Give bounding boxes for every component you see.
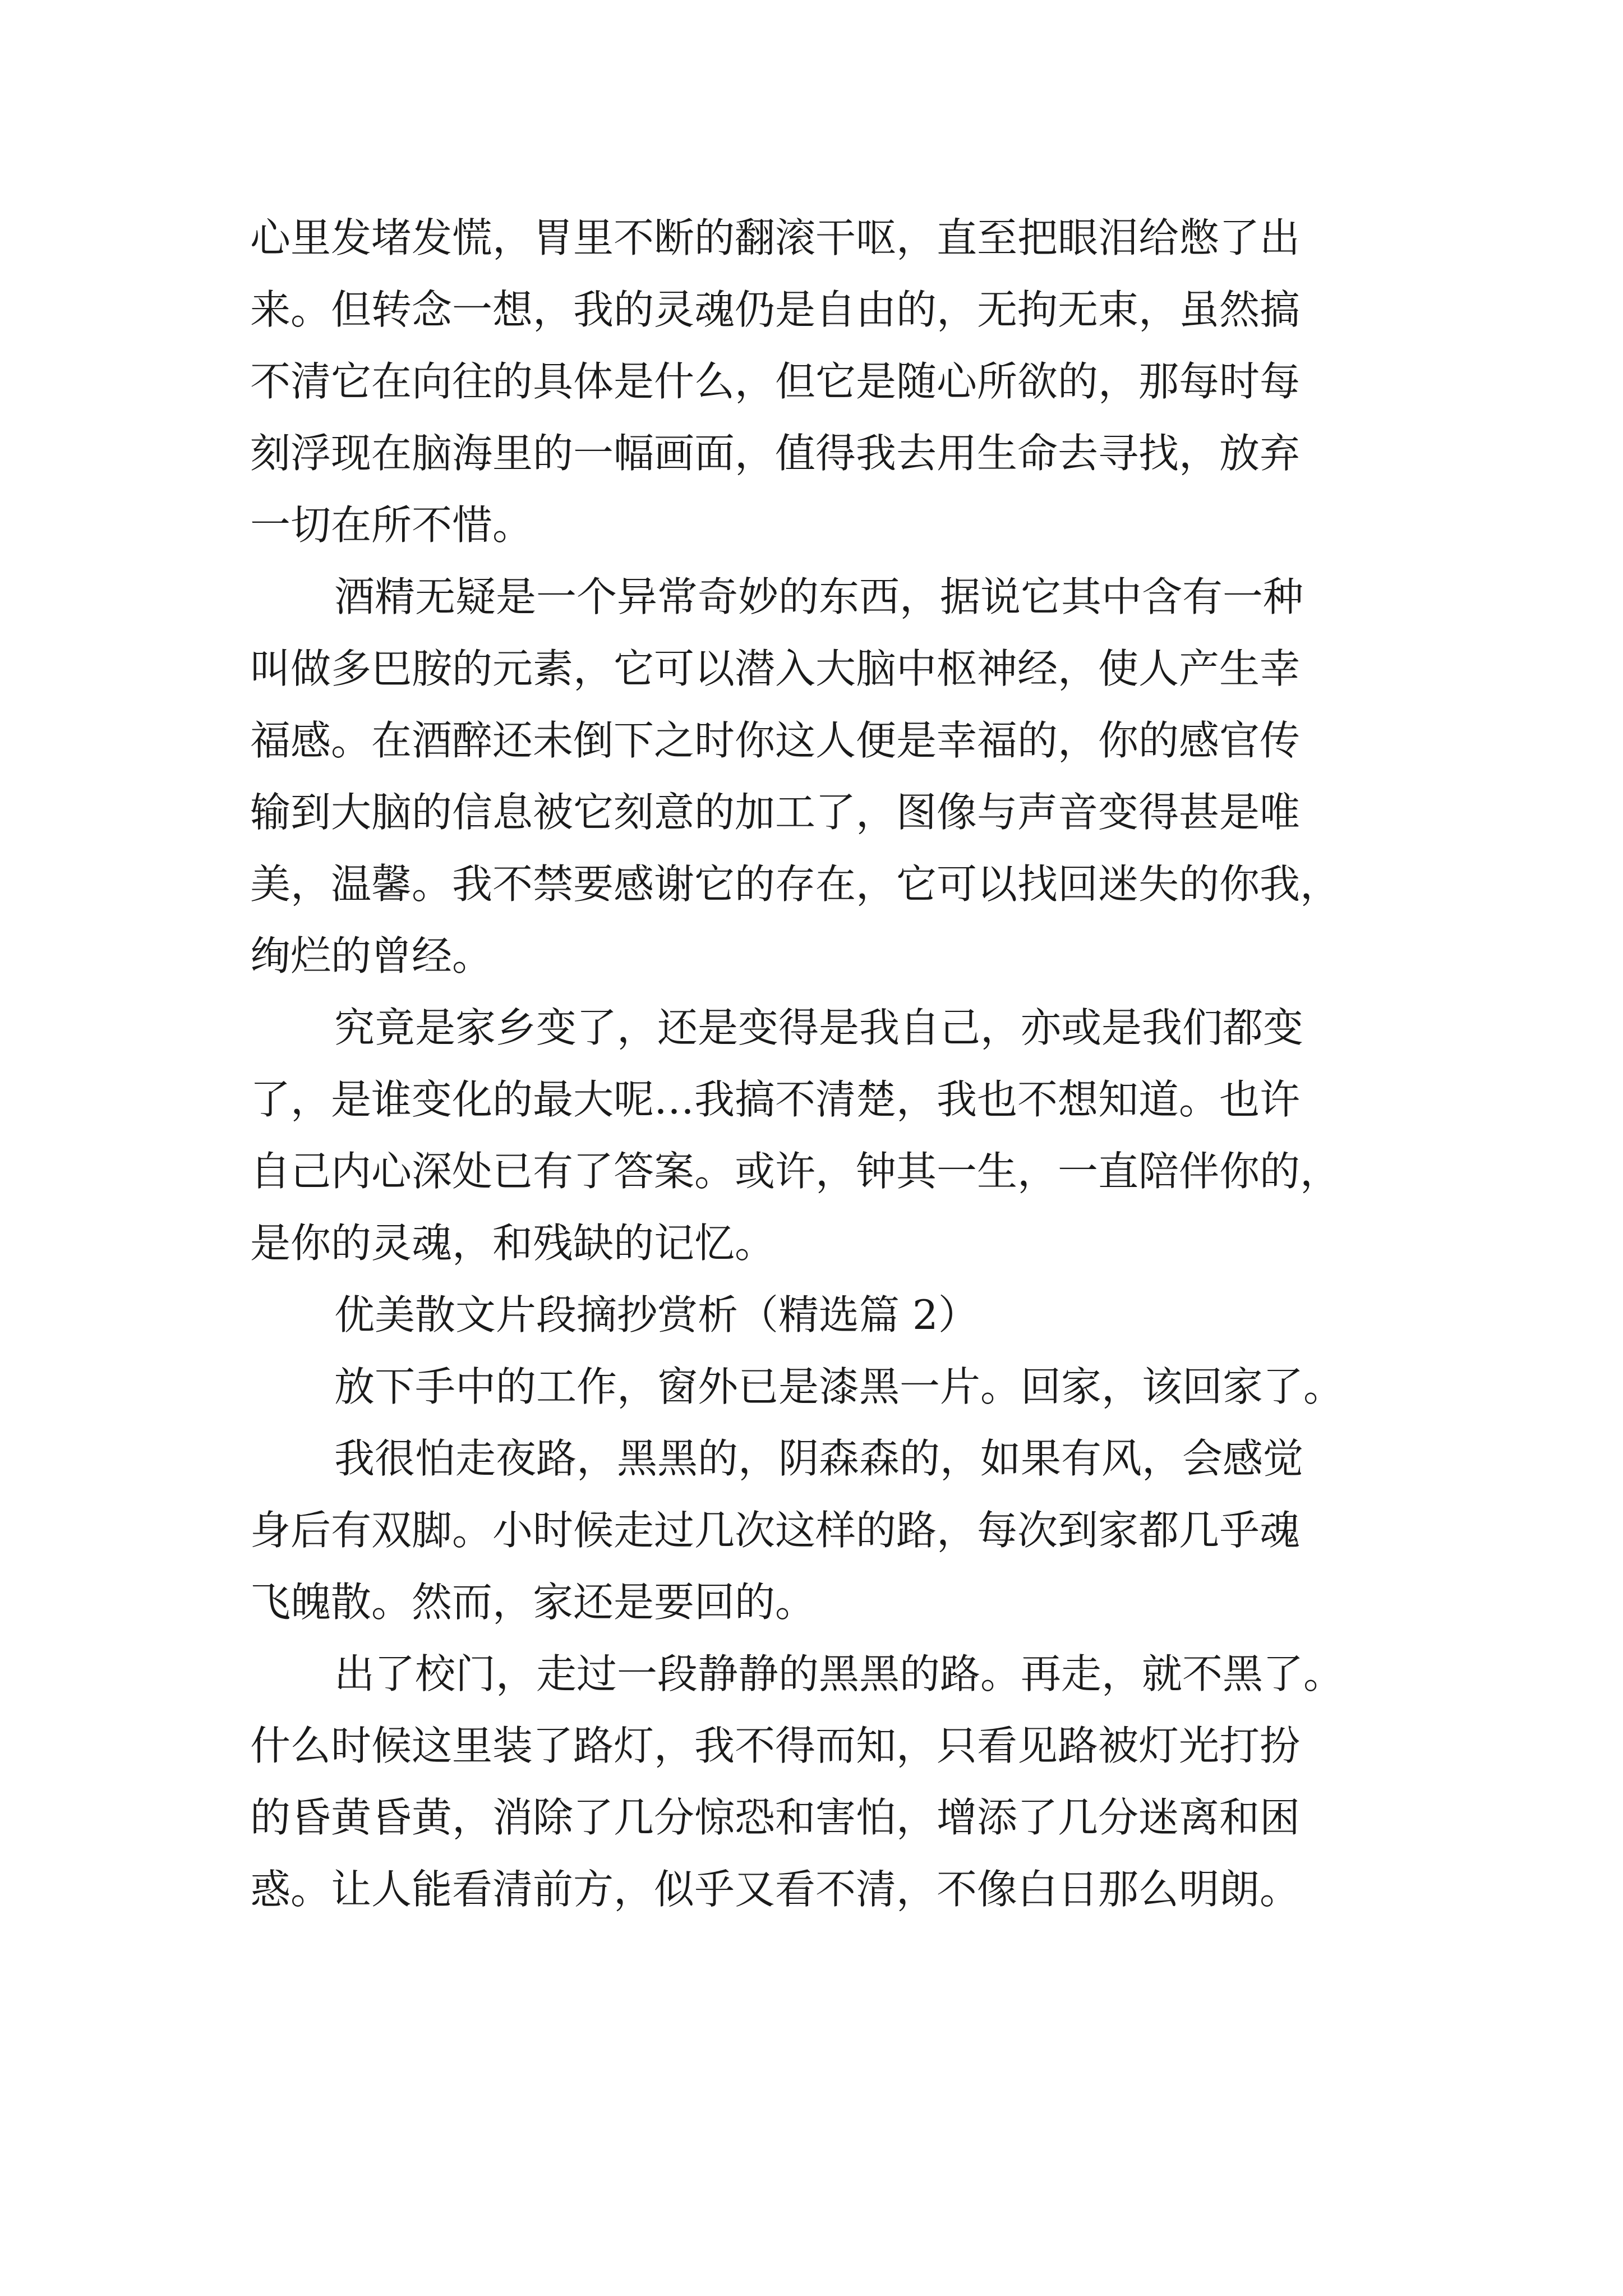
text-line: 绚烂的曾经。: [250, 932, 493, 979]
text-line: 福感。在酒醉还未倒下之时你这人便是幸福的，你的感官传: [250, 717, 1301, 764]
text-line: 自己内心深处已有了答案。或许，钟其一生，一直陪伴你的，: [250, 1148, 1341, 1195]
text-line: 叫做多巴胺的元素，它可以潜入大脑中枢神经，使人产生幸: [250, 645, 1301, 692]
text-line: 的昏黄昏黄，消除了几分惊恐和害怕，增添了几分迷离和困: [250, 1794, 1301, 1841]
text-line: 输到大脑的信息被它刻意的加工了，图像与声音变得甚是唯: [250, 789, 1301, 836]
paragraph-start-line: 究竟是家乡变了，还是变得是我自己，亦或是我们都变: [334, 1004, 1304, 1051]
text-line: 刻浮现在脑海里的一幅画面，值得我去用生命去寻找，放弃: [250, 430, 1301, 477]
paragraph-start-line: 出了校门，走过一段静静的黑黑的路。再走，就不黑了。: [334, 1650, 1344, 1697]
paragraph-start-line: 我很怕走夜路，黑黑的，阴森森的，如果有风，会感觉: [334, 1435, 1304, 1482]
text-line: 了，是谁变化的最大呢…我搞不清楚，我也不想知道。也许: [250, 1076, 1301, 1123]
text-line: 心里发堵发慌，胃里不断的翻滚干呕，直至把眼泪给憋了出: [250, 214, 1301, 261]
paragraph-start-line: 酒精无疑是一个异常奇妙的东西，据说它其中含有一种: [334, 573, 1304, 620]
text-line: 美，温馨。我不禁要感谢它的存在，它可以找回迷失的你我，: [250, 861, 1341, 908]
text-line: 一切在所不惜。: [250, 501, 533, 549]
text-line: 什么时候这里装了路灯，我不得而知，只看见路被灯光打扮: [250, 1722, 1301, 1769]
text-line: 不清它在向往的具体是什么，但它是随心所欲的，那每时每: [250, 358, 1301, 405]
text-line: 惑。让人能看清前方，似乎又看不清，不像白日那么明朗。: [250, 1866, 1301, 1913]
section-heading: 优美散文片段摘抄赏析（精选篇 2）: [334, 1291, 979, 1338]
text-line: 来。但转念一想，我的灵魂仍是自由的，无拘无束，虽然搞: [250, 286, 1301, 333]
document-body: [250, 202, 1405, 1925]
text-line: 身后有双脚。小时候走过几次这样的路，每次到家都几乎魂: [250, 1507, 1301, 1554]
paragraph-start-line: 放下手中的工作，窗外已是漆黑一片。回家，该回家了。: [334, 1363, 1344, 1410]
text-line: 飞魄散。然而，家还是要回的。: [250, 1579, 816, 1626]
text-line: 是你的灵魂，和残缺的记忆。: [250, 1220, 776, 1267]
